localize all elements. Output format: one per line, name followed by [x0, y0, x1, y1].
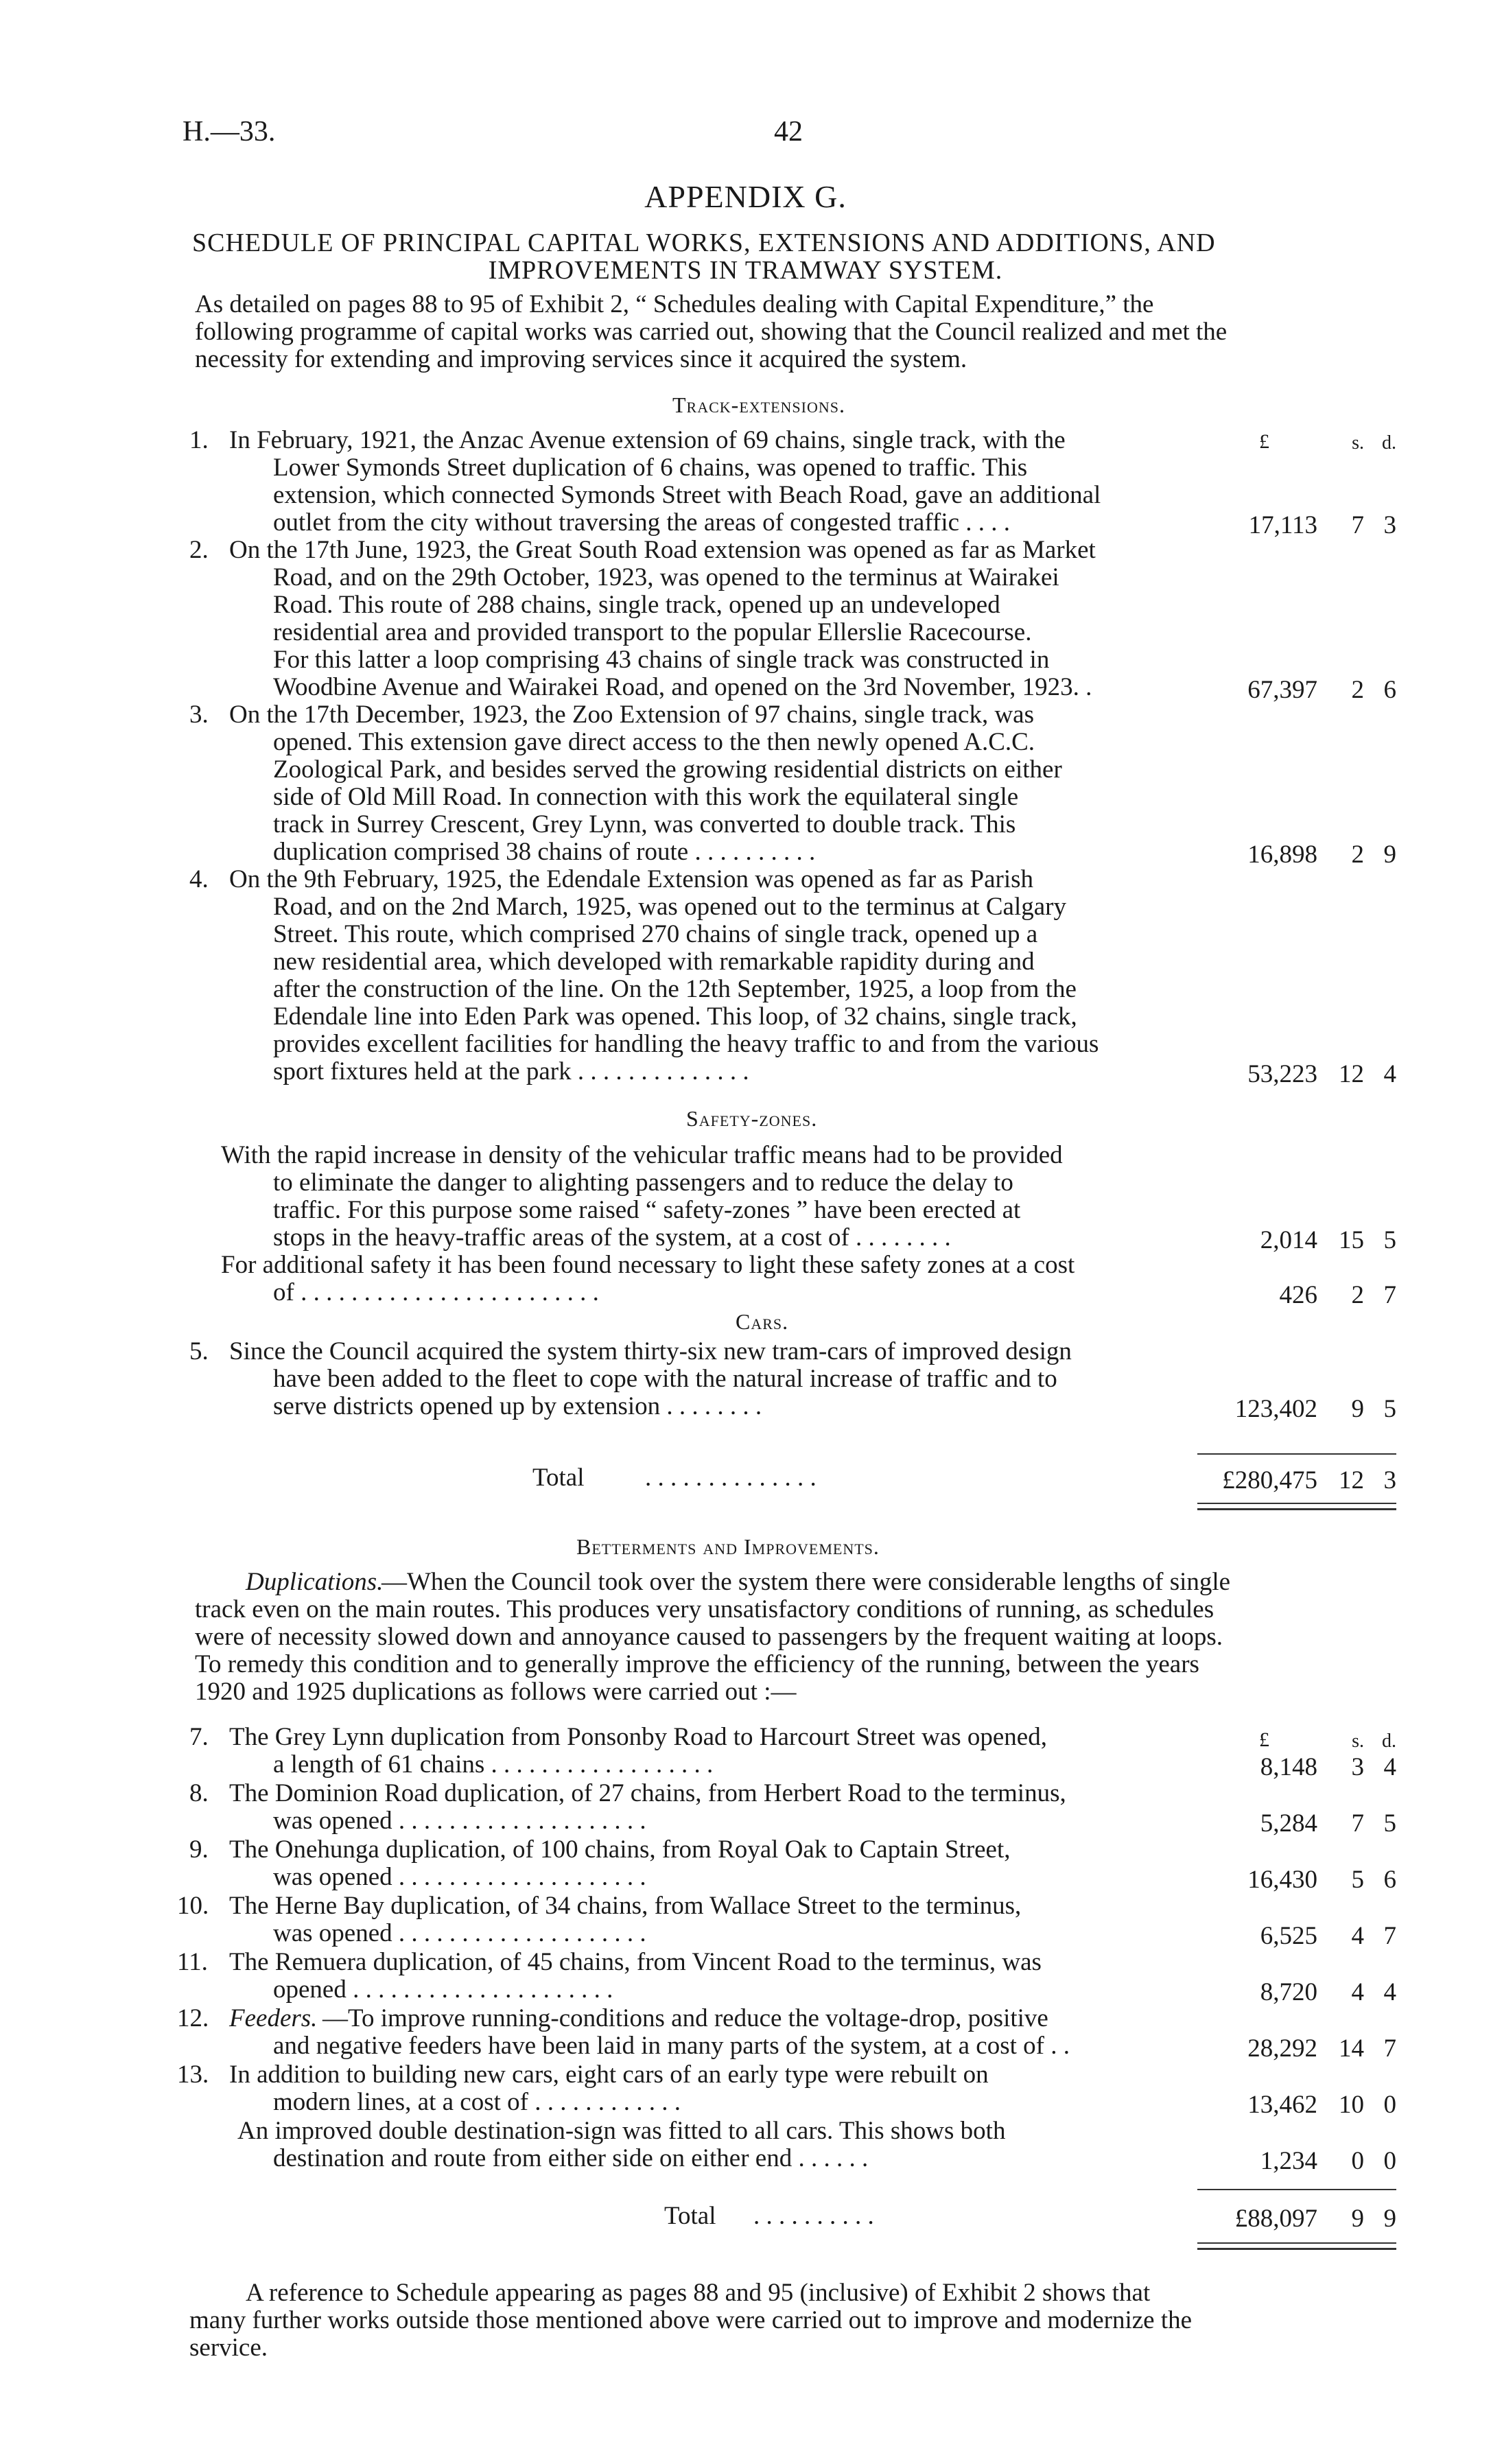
- item-line: duplication comprised 38 chains of route . . . . . . . . . .: [273, 838, 816, 866]
- amount-pence: 0: [1383, 2091, 1396, 2119]
- header-pounds: £: [1259, 1728, 1269, 1751]
- amount-pence: 7: [1383, 1281, 1396, 1309]
- appendix-title: APPENDIX G.: [644, 179, 847, 214]
- item-line: outlet from the city without traversing the areas of congested traffic . . . .: [273, 508, 1011, 537]
- item-line: extension, which connected Symonds Street with Beach Road, gave an additional: [273, 481, 1101, 509]
- intro-line: necessity for extending and improving services since it acquired the system.: [195, 345, 967, 373]
- amount-shillings: 2: [1351, 841, 1364, 869]
- item-line: Road. This route of 288 chains, single track, opened up an undeveloped: [273, 591, 1000, 619]
- paragraph-line: To remedy this condition and to generally improve the efficiency of the running, between the years: [195, 1650, 1199, 1678]
- total-label: Total: [664, 2202, 716, 2230]
- amount-shillings: 7: [1351, 1809, 1364, 1838]
- item-number: 8.: [189, 1779, 209, 1807]
- item-line: The Herne Bay duplication, of 34 chains, from Wallace Street to the terminus,: [229, 1892, 1022, 1920]
- amount-pence: 6: [1383, 676, 1396, 704]
- amount-shillings: 9: [1351, 1395, 1364, 1423]
- closing-line: many further works outside those mentioned above were carried out to improve and modernize the: [189, 2306, 1193, 2334]
- paragraph-lead-feeders: Feeders.: [229, 2004, 318, 2032]
- total-pounds: £88,097: [1234, 2205, 1317, 2233]
- total-pence: 3: [1383, 1466, 1396, 1494]
- item-line: and negative feeders have been laid in many parts of the system, at a cost of . .: [273, 2032, 1070, 2060]
- item-line: to eliminate the danger to alighting passengers and to reduce the delay to: [273, 1169, 1013, 1197]
- amount-pounds: 13,462: [1247, 2091, 1317, 2119]
- amount-pounds: 28,292: [1247, 2034, 1317, 2063]
- item-number: 7.: [189, 1723, 209, 1751]
- amount-shillings: 4: [1351, 1978, 1364, 2006]
- total-double-rule-bottom: [1197, 2248, 1396, 2250]
- amount-pence: 7: [1383, 2034, 1396, 2063]
- header-shillings: s.: [1352, 432, 1364, 454]
- item-line: Street. This route, which comprised 270 chains of single track, opened up a: [273, 920, 1038, 948]
- item-line: In addition to building new cars, eight cars of an early type were rebuilt on: [229, 2061, 989, 2089]
- total-pounds: £280,475: [1222, 1466, 1317, 1494]
- amount-shillings: 4: [1351, 1922, 1364, 1950]
- amount-shillings: 7: [1351, 511, 1364, 539]
- amount-pence: 4: [1383, 1060, 1396, 1088]
- item-number: 4.: [189, 865, 209, 893]
- amount-shillings: 12: [1339, 1060, 1364, 1088]
- item-line: With the rapid increase in density of the vehicular traffic means had to be provided: [221, 1141, 1063, 1169]
- amount-shillings: 2: [1351, 676, 1364, 704]
- item-line: In February, 1921, the Anzac Avenue extension of 69 chains, single track, with the: [229, 426, 1066, 454]
- amount-pounds: 2,014: [1260, 1226, 1317, 1254]
- item-line: The Remuera duplication, of 45 chains, from Vincent Road to the terminus, was: [229, 1948, 1042, 1976]
- item-number: 1.: [189, 426, 209, 454]
- item-line: For this latter a loop comprising 43 chains of single track was constructed in: [273, 646, 1050, 674]
- header-shillings: s.: [1352, 1730, 1364, 1752]
- item-line: Lower Symonds Street duplication of 6 chains, was opened to traffic. This: [273, 454, 1028, 482]
- item-line: —To improve running-conditions and reduce the voltage-drop, positive: [322, 2004, 1048, 2032]
- amount-pence: 7: [1383, 1922, 1396, 1950]
- item-number: 10.: [177, 1892, 209, 1920]
- intro-line: As detailed on pages 88 to 95 of Exhibit 2, “ Schedules dealing with Capital Expenditure,” the: [195, 290, 1154, 318]
- amount-pounds: 6,525: [1260, 1922, 1317, 1950]
- amount-pounds: 53,223: [1247, 1060, 1317, 1088]
- item-line: For additional safety it has been found necessary to light these safety zones at a cost: [221, 1251, 1075, 1279]
- total-double-rule-top: [1197, 2242, 1396, 2244]
- item-number: 13.: [177, 2061, 209, 2089]
- header-pounds: £: [1259, 430, 1269, 453]
- total-leader-dots: . . . . . . . . . .: [753, 2202, 874, 2230]
- item-line: opened . . . . . . . . . . . . . . . . . . . . .: [273, 1975, 613, 2004]
- header-pence: d.: [1382, 1730, 1396, 1752]
- total-double-rule-bottom: [1197, 1508, 1396, 1510]
- schedule-title-line-2: IMPROVEMENTS IN TRAMWAY SYSTEM.: [488, 256, 1003, 285]
- closing-line: A reference to Schedule appearing as pages 88 and 95 (inclusive) of Exhibit 2 shows that: [246, 2279, 1151, 2307]
- total-shillings: 12: [1339, 1466, 1364, 1494]
- amount-pence: 4: [1383, 1753, 1396, 1781]
- amount-shillings: 5: [1351, 1866, 1364, 1894]
- item-line: new residential area, which developed with remarkable rapidity during and: [273, 948, 1035, 976]
- item-line: On the 17th December, 1923, the Zoo Extension of 97 chains, single track, was: [229, 701, 1034, 729]
- amount-pence: 5: [1383, 1226, 1396, 1254]
- amount-pounds: 426: [1279, 1281, 1317, 1309]
- item-number: 11.: [177, 1948, 208, 1976]
- amount-pounds: 8,720: [1260, 1978, 1317, 2006]
- amount-shillings: 0: [1351, 2147, 1364, 2175]
- subtotal-rule: [1197, 1453, 1396, 1455]
- intro-line: following programme of capital works was carried out, showing that the Council realized and met the: [195, 318, 1228, 346]
- item-line: Road, and on the 2nd March, 1925, was opened out to the terminus at Calgary: [273, 893, 1066, 921]
- item-line: residential area and provided transport to the popular Ellerslie Racecourse.: [273, 618, 1032, 646]
- amount-pence: 3: [1383, 511, 1396, 539]
- header-pence: d.: [1382, 432, 1396, 454]
- item-line: Edendale line into Eden Park was opened. This loop, of 32 chains, single track,: [273, 1002, 1077, 1031]
- item-line: track in Surrey Crescent, Grey Lynn, was converted to double track. This: [273, 810, 1016, 838]
- amount-pounds: 67,397: [1247, 676, 1317, 704]
- item-line: was opened . . . . . . . . . . . . . . . . . . . .: [273, 1919, 646, 1947]
- item-number: 3.: [189, 701, 209, 729]
- item-line: The Dominion Road duplication, of 27 chains, from Herbert Road to the terminus,: [229, 1779, 1066, 1807]
- item-line: Road, and on the 29th October, 1923, was opened to the terminus at Wairakei: [273, 563, 1059, 591]
- total-pence: 9: [1383, 2205, 1396, 2233]
- amount-pence: 5: [1383, 1809, 1396, 1838]
- item-number: 5.: [189, 1337, 209, 1365]
- paragraph-lead-duplications: Duplications.: [246, 1568, 384, 1596]
- amount-pence: 4: [1383, 1978, 1396, 2006]
- document-reference: H.—33.: [183, 116, 276, 148]
- amount-pounds: 8,148: [1260, 1753, 1317, 1781]
- total-leader-dots: . . . . . . . . . . . . . .: [645, 1464, 817, 1492]
- amount-pounds: 5,284: [1260, 1809, 1317, 1838]
- paragraph-line: were of necessity slowed down and annoyance caused to passengers by the frequent waiting at loops.: [195, 1623, 1223, 1651]
- schedule-title-line-1: SCHEDULE OF PRINCIPAL CAPITAL WORKS, EXTENSIONS AND ADDITIONS, AND: [192, 228, 1216, 257]
- item-line: Since the Council acquired the system thirty-six new tram-cars of improved design: [229, 1337, 1072, 1365]
- item-line: The Onehunga duplication, of 100 chains, from Royal Oak to Captain Street,: [229, 1835, 1011, 1864]
- amount-shillings: 14: [1339, 2034, 1364, 2063]
- amount-pounds: 123,402: [1234, 1395, 1317, 1423]
- subtotal-rule: [1197, 2189, 1396, 2190]
- amount-shillings: 15: [1339, 1226, 1364, 1254]
- item-line: was opened . . . . . . . . . . . . . . . . . . . .: [273, 1807, 646, 1835]
- amount-pence: 6: [1383, 1866, 1396, 1894]
- item-line: modern lines, at a cost of . . . . . . . . . . . .: [273, 2088, 681, 2116]
- section-heading-safety-zones: Safety-zones.: [686, 1106, 818, 1131]
- section-heading-betterments: Betterments and Improvements.: [576, 1534, 880, 1559]
- amount-pounds: 1,234: [1260, 2147, 1317, 2175]
- amount-pounds: 17,113: [1248, 511, 1317, 539]
- item-line: after the construction of the line. On the 12th September, 1925, a loop from the: [273, 975, 1077, 1003]
- item-line: sport fixtures held at the park . . . . . . . . . . . . . .: [273, 1057, 749, 1086]
- item-line: side of Old Mill Road. In connection with this work the equilateral single: [273, 783, 1019, 811]
- total-double-rule-top: [1197, 1503, 1396, 1504]
- item-line: have been added to the fleet to cope with the natural increase of traffic and to: [273, 1365, 1057, 1393]
- item-line: of . . . . . . . . . . . . . . . . . . . . . . . .: [273, 1278, 599, 1306]
- page-number: 42: [774, 116, 803, 148]
- amount-pounds: 16,898: [1247, 841, 1317, 869]
- item-line: was opened . . . . . . . . . . . . . . . . . . . .: [273, 1863, 646, 1891]
- amount-pounds: 16,430: [1247, 1866, 1317, 1894]
- total-shillings: 9: [1351, 2205, 1364, 2233]
- item-number: 12.: [177, 2004, 209, 2032]
- item-line: On the 17th June, 1923, the Great South Road extension was opened as far as Market: [229, 536, 1096, 564]
- item-number: 2.: [189, 536, 209, 564]
- section-heading-track-extensions: Track-extensions.: [672, 392, 845, 417]
- amount-shillings: 2: [1351, 1281, 1364, 1309]
- item-line: opened. This extension gave direct access to the then newly opened A.C.C.: [273, 728, 1035, 756]
- paragraph-line: 1920 and 1925 duplications as follows were carried out :—: [195, 1678, 797, 1706]
- item-line: destination and route from either side on either end . . . . . .: [273, 2144, 869, 2172]
- item-line: a length of 61 chains . . . . . . . . . . . . . . . . . .: [273, 1750, 714, 1779]
- amount-pence: 0: [1383, 2147, 1396, 2175]
- item-line: The Grey Lynn duplication from Ponsonby Road to Harcourt Street was opened,: [229, 1723, 1047, 1751]
- paragraph-line: —When the Council took over the system there were considerable lengths of single: [381, 1568, 1231, 1596]
- amount-shillings: 10: [1339, 2091, 1364, 2119]
- item-line: Woodbine Avenue and Wairakei Road, and opened on the 3rd November, 1923. .: [273, 673, 1092, 701]
- paragraph-line: track even on the main routes. This produces very unsatisfactory conditions of running, as schedules: [195, 1595, 1214, 1623]
- item-number: 9.: [189, 1835, 209, 1864]
- item-line: An improved double destination-sign was fitted to all cars. This shows both: [237, 2117, 1006, 2145]
- item-line: traffic. For this purpose some raised “ safety-zones ” have been erected at: [273, 1196, 1021, 1224]
- section-heading-cars: Cars.: [736, 1309, 789, 1334]
- amount-shillings: 3: [1351, 1753, 1364, 1781]
- amount-pence: 9: [1383, 841, 1396, 869]
- closing-line: service.: [189, 2334, 268, 2362]
- total-label: Total: [532, 1464, 585, 1492]
- item-line: serve districts opened up by extension . . . . . . . .: [273, 1392, 762, 1420]
- amount-pence: 5: [1383, 1395, 1396, 1423]
- item-line: Zoological Park, and besides served the growing residential districts on either: [273, 755, 1062, 784]
- item-line: provides excellent facilities for handling the heavy traffic to and from the various: [273, 1030, 1099, 1058]
- item-line: stops in the heavy-traffic areas of the system, at a cost of . . . . . . . .: [273, 1223, 951, 1252]
- item-line: On the 9th February, 1925, the Edendale Extension was opened as far as Parish: [229, 865, 1034, 893]
